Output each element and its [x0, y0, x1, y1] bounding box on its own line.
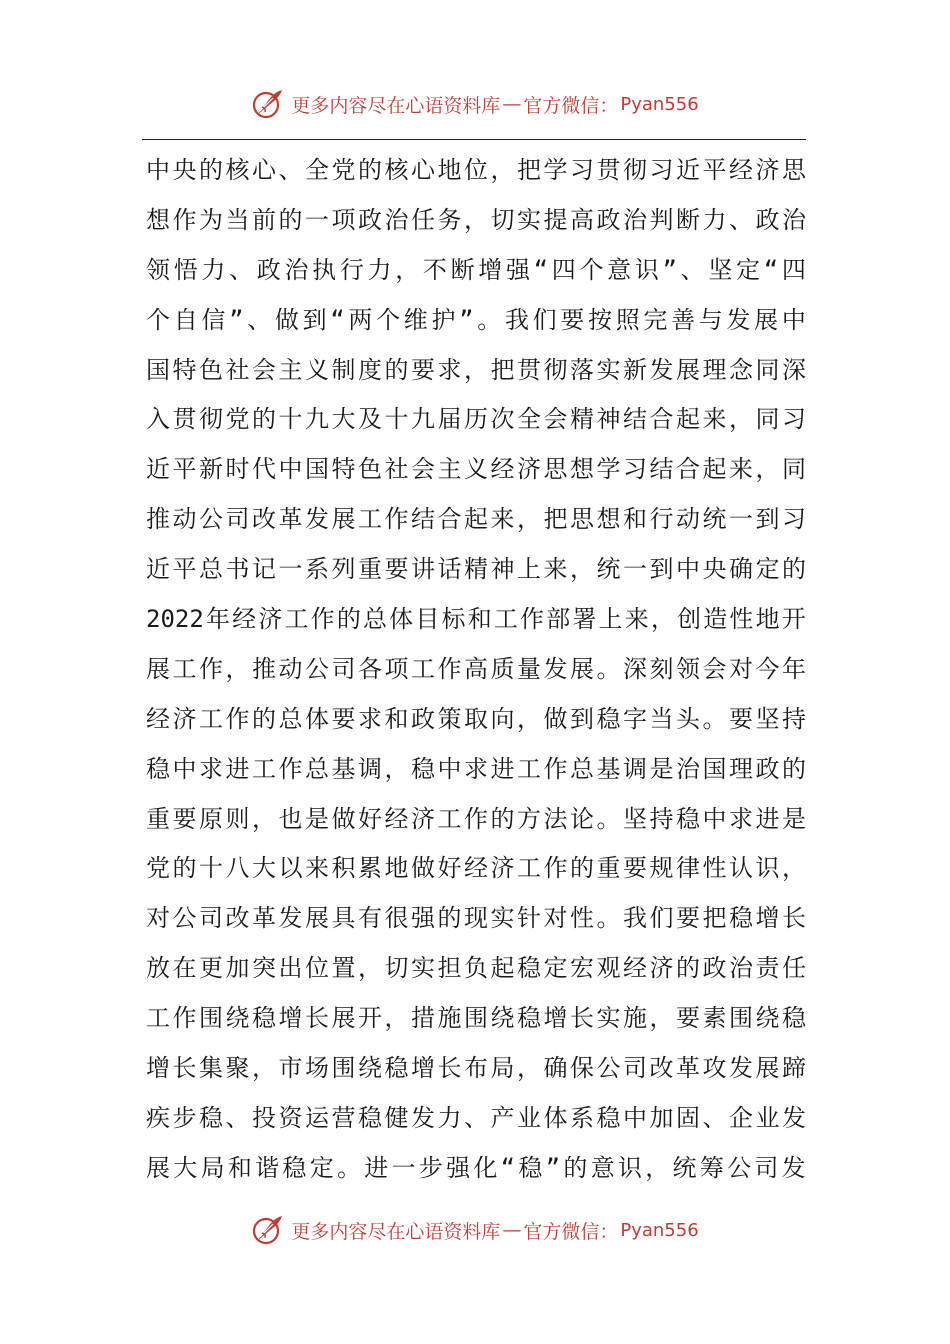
- body-line: 增 长 集 聚 ， 市 场 围 绕 稳 增 长 布 局 ， 确 保 公 司 改 革 攻 发 展 蹄: [146, 1054, 806, 1083]
- body-line: 展 大 局 和 谐 稳 定 。 进 一 步 强 化 “ 稳 ” 的 意 识 ， 统 筹 公 司 发: [146, 1153, 806, 1182]
- body-line: 对 公 司 改 革 发 展 具 有 很 强 的 现 实 针 对 性 。 我 们 要 把 稳 增 长: [146, 904, 806, 933]
- body-line: 党 的 十 八 大 以 来 积 累 地 做 好 经 济 工 作 的 重 要 规 律 性 认 识 ，: [146, 854, 806, 883]
- body-line: 经 济 工 作 的 总 体 要 求 和 政 策 取 向 ， 做 到 稳 字 当 头 。 要 坚 持: [146, 704, 806, 733]
- header-wechat-id: Pyan556: [620, 93, 699, 115]
- document-body: [146, 146, 806, 1194]
- body-line: 入 贯 彻 党 的 十 九 大 及 十 九 届 历 次 全 会 精 神 结 合 起 来 ， 同 习: [146, 405, 806, 434]
- footer-wechat-label: 官方微信：: [523, 1220, 619, 1243]
- quill-pen-circle-icon: [251, 1213, 285, 1247]
- body-line: 中 央 的 核 心 、 全 党 的 核 心 地 位 ， 把 学 习 贯 彻 习 近 平 经 济 思: [146, 156, 806, 184]
- body-line: 工 作 围 绕 稳 增 长 展 开 ， 措 施 围 绕 稳 增 长 实 施 ， 要 素 围 绕 稳: [146, 1004, 806, 1033]
- body-line: 推 动 公 司 改 革 发 展 工 作 结 合 起 来 ， 把 思 想 和 行 动 统 一 到 习: [146, 505, 806, 534]
- body-line: 近 平 总 书 记 一 系 列 重 要 讲 话 精 神 上 来 ， 统 一 到 中 央 确 定 的: [146, 555, 806, 584]
- body-line: 国 特 色 社 会 主 义 制 度 的 要 求 ， 把 贯 彻 落 实 新 发 展 理 念 同 深: [146, 355, 806, 384]
- body-line: 想 作 为 当 前 的 一 项 政 治 任 务 ， 切 实 提 高 政 治 判 断 力 、 政 治: [146, 205, 806, 234]
- header-wechat-label: 官方微信：: [523, 94, 619, 117]
- body-line: 稳 中 求 进 工 作 总 基 调 ， 稳 中 求 进 工 作 总 基 调 是 治 国 理 政 的: [146, 754, 806, 783]
- footer-wechat-id: Pyan556: [620, 1219, 699, 1241]
- quill-pen-circle-icon: [251, 87, 285, 121]
- footer-slogan: 更多内容尽在心语资料库: [291, 1220, 501, 1243]
- body-line: 放 在 更 加 突 出 位 置 ， 切 实 担 负 起 稳 定 宏 观 经 济 的 政 治 责 任: [146, 954, 806, 983]
- body-line: 疾 步 稳 、 投 资 运 营 稳 健 发 力 、 产 业 体 系 稳 中 加 固 、 企 业 发: [146, 1103, 806, 1132]
- footer-separator: —: [502, 1219, 522, 1241]
- body-line: 展 工 作 ， 推 动 公 司 各 项 工 作 高 质 量 发 展 。 深 刻 领 会 对 今 年: [146, 654, 806, 683]
- header-banner: [0, 84, 950, 124]
- header-separator: —: [502, 93, 522, 115]
- body-line: 2022 年 经 济 工 作 的 总 体 目 标 和 工 作 部 署 上 来 ， 创 造 性 地 开: [146, 605, 806, 634]
- header-divider: [142, 139, 806, 140]
- body-line: 重 要 原 则 ， 也 是 做 好 经 济 工 作 的 方 法 论 。 坚 持 稳 中 求 进 是: [146, 804, 806, 833]
- header-slogan: 更多内容尽在心语资料库: [291, 94, 501, 117]
- footer-banner: [0, 1210, 950, 1250]
- body-line: 近 平 新 时 代 中 国 特 色 社 会 主 义 经 济 思 想 学 习 结 合 起 来 ， 同: [146, 455, 806, 484]
- body-line: 个 自 信 ” 、 做 到 “ 两 个 维 护 ” 。 我 们 要 按 照 完 善 与 发 展 中: [146, 305, 806, 334]
- body-line: 领 悟 力 、 政 治 执 行 力 ， 不 断 增 强 “ 四 个 意 识 ” 、 坚 定 “ 四: [146, 255, 806, 284]
